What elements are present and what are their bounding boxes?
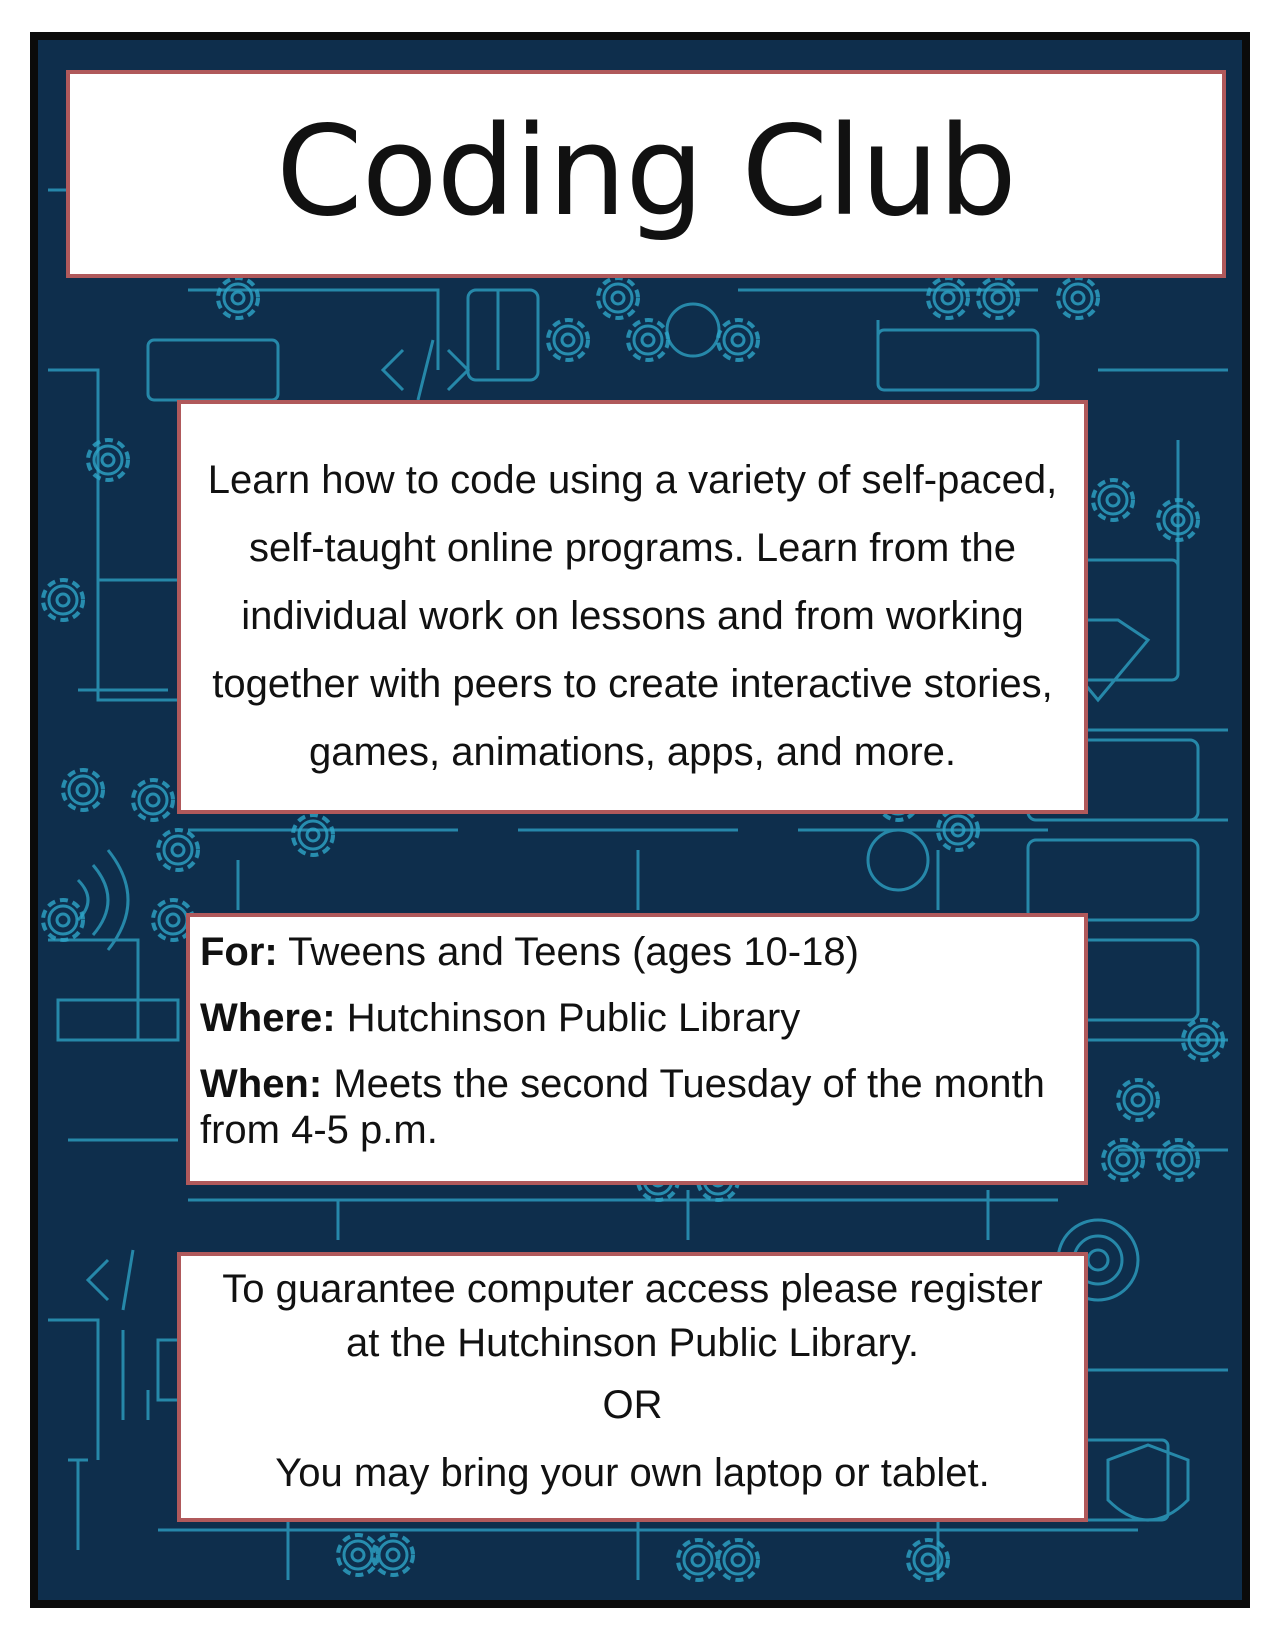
where-value: Hutchinson Public Library [346,996,801,1040]
registration-line-3: You may bring your own laptop or tablet. [275,1451,990,1495]
registration-panel [177,1252,1088,1522]
title-panel [66,70,1226,278]
where-row [200,995,1084,1041]
description-panel [177,400,1088,814]
for-value: Tweens and Teens (ages 10-18) [288,930,859,974]
for-row [200,929,1084,975]
flyer-frame [30,32,1250,1608]
for-label: For: [200,930,278,974]
description-text: Learn how to code using a variety of self-paced, self-taught online programs. Learn from the individual work on lessons and from working together with peers to create interactive stories, games, animations, apps, and more. [207,458,1058,774]
registration-line-2: at the Hutchinson Public Library. [346,1321,919,1365]
details-panel [186,913,1088,1185]
flyer-title: Coding Club [276,100,1016,244]
when-row [200,1061,1084,1153]
registration-or: OR [602,1383,663,1427]
when-value: Meets the second Tuesday of the month from 4-5 p.m. [200,1062,1045,1152]
where-label: Where: [200,996,336,1040]
when-label: When: [200,1062,323,1106]
registration-line-1: To guarantee computer access please register [222,1267,1043,1311]
